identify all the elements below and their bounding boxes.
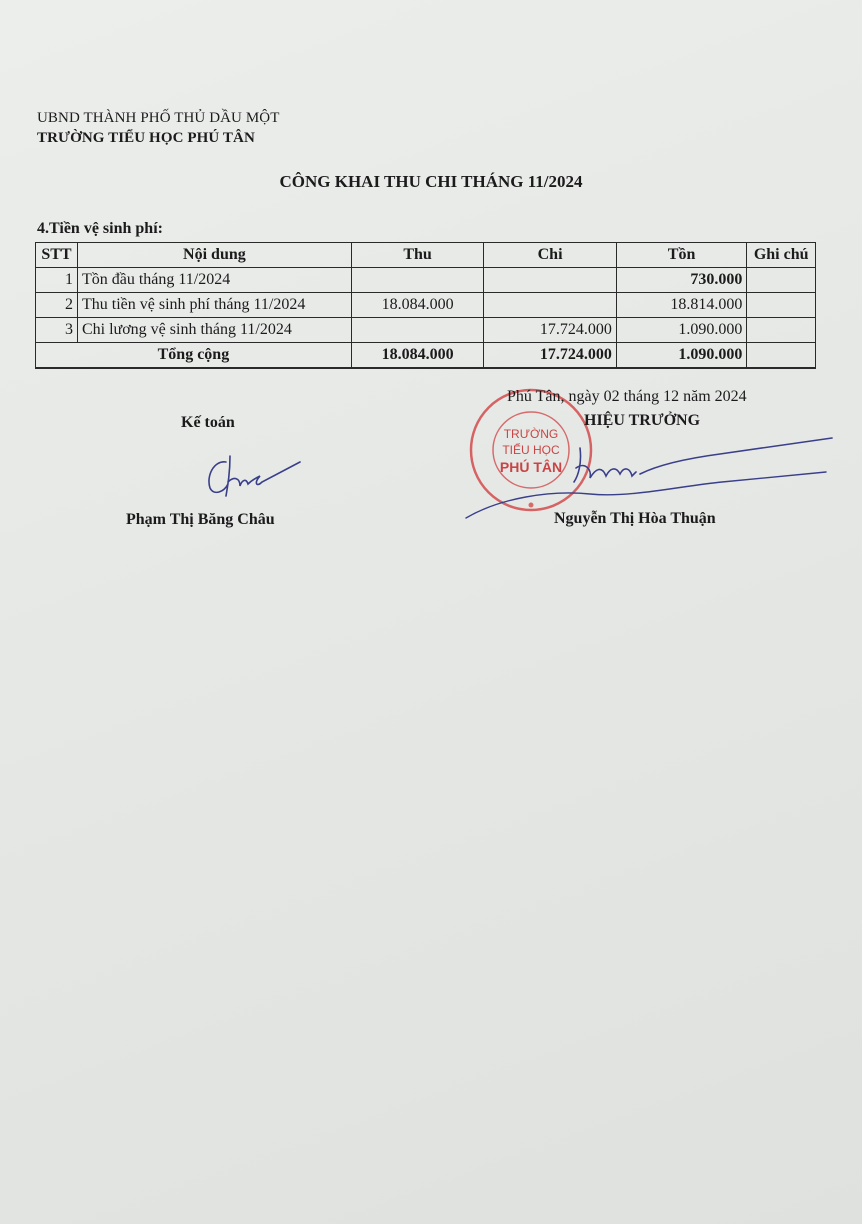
- cell-thu: [351, 318, 483, 343]
- org-line-2: TRƯỜNG TIỂU HỌC PHÚ TÂN: [37, 130, 255, 146]
- cell-note: [747, 268, 816, 293]
- date-line: Phú Tân, ngày 02 tháng 12 năm 2024: [507, 388, 747, 405]
- table-header-row: [36, 243, 816, 268]
- cell-chi: 17.724.000: [484, 318, 616, 343]
- section-title: 4.Tiền vệ sinh phí:: [37, 220, 163, 237]
- cell-content: Thu tiền vệ sinh phí tháng 11/2024: [77, 293, 351, 318]
- col-header-note: Ghi chú: [747, 243, 816, 268]
- stamp-line-3: PHÚ TÂN: [499, 459, 563, 475]
- col-header-content: Nội dung: [77, 243, 351, 268]
- finance-table: [35, 242, 816, 369]
- accountant-role: Kế toán: [181, 414, 235, 431]
- total-note: [747, 343, 816, 369]
- table-total-row: [36, 343, 816, 369]
- total-label: Tổng cộng: [36, 343, 352, 369]
- cell-chi: [484, 293, 616, 318]
- table-row: [36, 268, 816, 293]
- accountant-signature-icon: [196, 448, 311, 508]
- cell-ton: 730.000: [616, 268, 747, 293]
- cell-content: Chi lương vệ sinh tháng 11/2024: [77, 318, 351, 343]
- cell-content: Tồn đầu tháng 11/2024: [77, 268, 351, 293]
- cell-ton: 18.814.000: [616, 293, 747, 318]
- total-thu: 18.084.000: [351, 343, 483, 369]
- stamp-line-2: TIỂU HỌC: [502, 443, 560, 457]
- col-header-stt: STT: [36, 243, 78, 268]
- cell-thu: [351, 268, 483, 293]
- principal-role: HIỆU TRƯỞNG: [584, 412, 701, 429]
- cell-stt: 2: [36, 293, 78, 318]
- table-row: [36, 318, 816, 343]
- total-chi: 17.724.000: [484, 343, 616, 369]
- cell-note: [747, 318, 816, 343]
- cell-thu: 18.084.000: [351, 293, 483, 318]
- cell-ton: 1.090.000: [616, 318, 747, 343]
- accountant-name: Phạm Thị Băng Châu: [126, 511, 275, 528]
- total-ton: 1.090.000: [616, 343, 747, 369]
- cell-stt: 3: [36, 318, 78, 343]
- cell-chi: [484, 268, 616, 293]
- document-title: CÔNG KHAI THU CHI THÁNG 11/2024: [279, 172, 583, 191]
- cell-stt: 1: [36, 268, 78, 293]
- stamp-line-1: TRƯỜNG: [503, 427, 559, 441]
- col-header-thu: Thu: [351, 243, 483, 268]
- col-header-ton: Tồn: [616, 243, 747, 268]
- org-line-1: UBND THÀNH PHỐ THỦ DẦU MỘT: [37, 110, 280, 126]
- principal-name: Nguyễn Thị Hòa Thuận: [554, 510, 716, 527]
- col-header-chi: Chi: [484, 243, 616, 268]
- cell-note: [747, 293, 816, 318]
- table-row: [36, 293, 816, 318]
